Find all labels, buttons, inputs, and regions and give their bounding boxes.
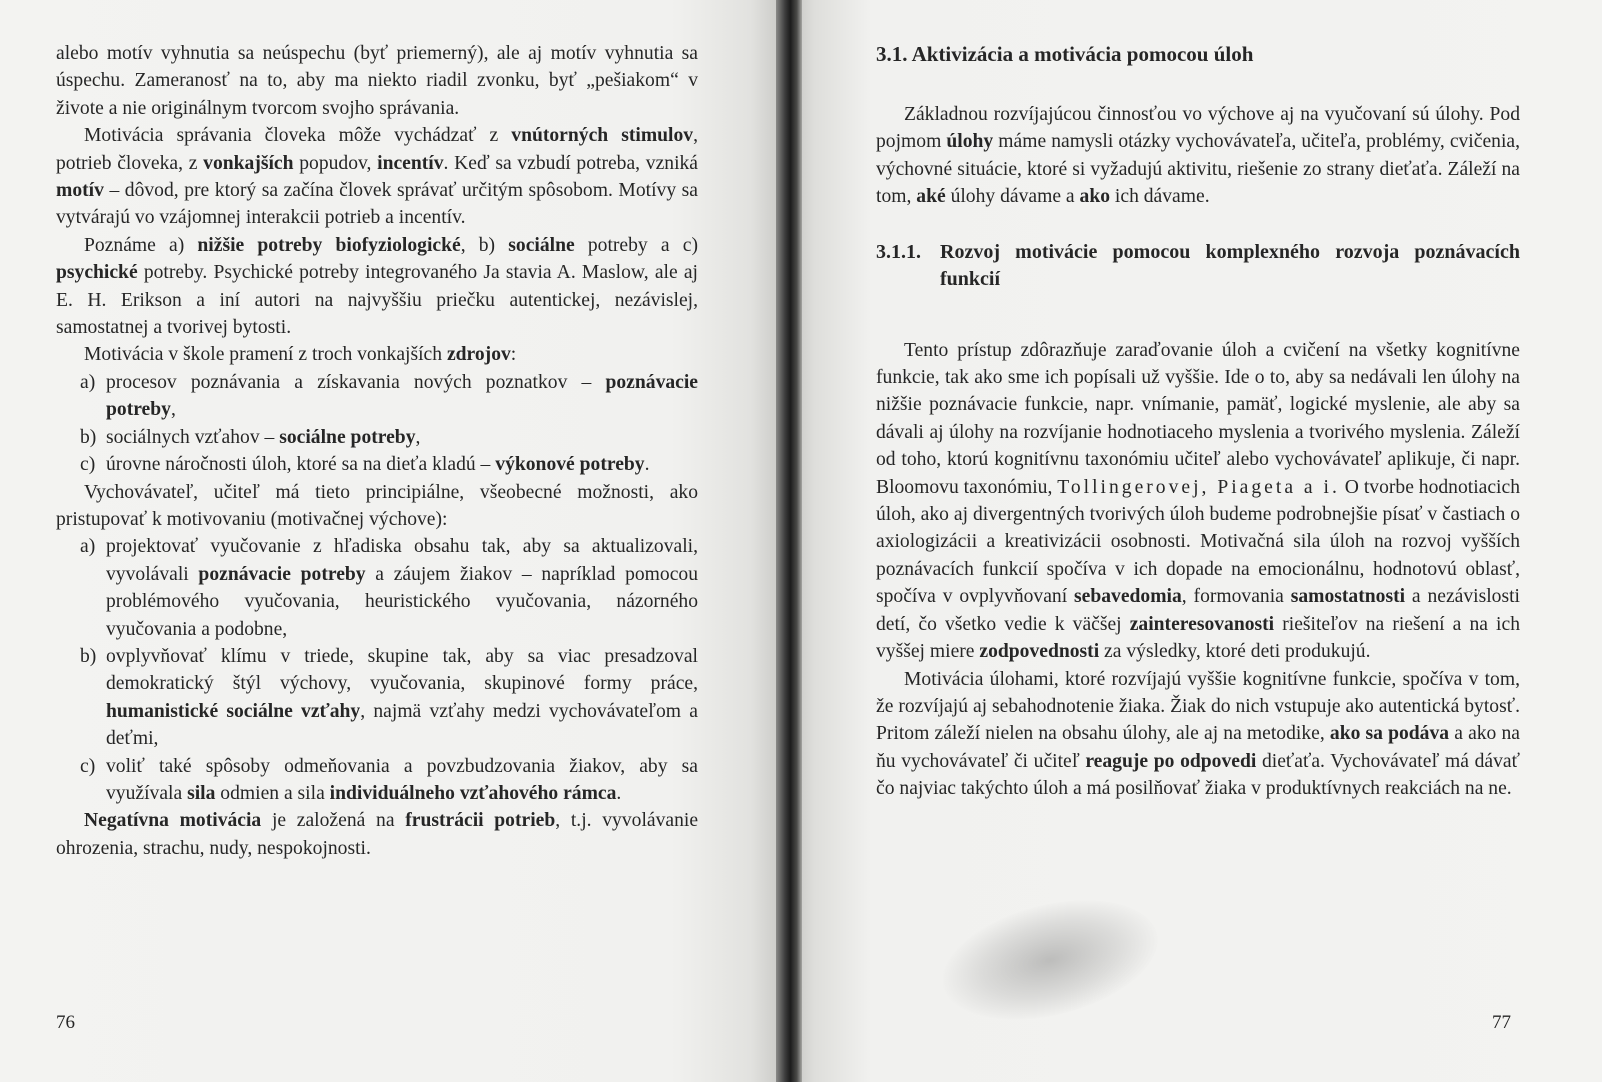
text: Motivácia správania človeka môže vychádzať z <box>84 125 512 147</box>
text: , potrieb človeka, z <box>56 125 698 174</box>
text: O tvorbe hodnotiacich úloh, ako aj divergentných tvorivých úloh budeme podrobnejšie písať v častiach o axiologizácii a kreativizácii osobnosti. Motivačná sila úloh na rozvoj vyšších poznávacích funkcií spočíva v ich dopade na emocionálnu, hodnotovú oblasť, spočíva v ovplyvňovaní <box>876 476 1520 608</box>
text: Základnou rozvíjajúcou činnosťou vo výchove aj na vyučovaní sú úlohy. Pod pojmom <box>876 104 1520 153</box>
bold-term: sebavedomia <box>1074 586 1182 608</box>
subsection-title: Rozvoj motivácie pomocou komplexného rozvoja poznávacích funkcií <box>940 240 1520 290</box>
paragraph <box>56 40 698 122</box>
paragraph <box>876 666 1520 803</box>
paragraph <box>876 101 1520 211</box>
text: sociálnych vzťahov – <box>106 426 280 448</box>
text: procesov poznávania a získavania nových poznatkov – <box>106 371 606 393</box>
bold-term: poznávacie potreby <box>198 563 366 585</box>
bold-term: sila <box>187 782 216 804</box>
text: Tento prístup zdôrazňuje zaraďovanie úloh a cvičení na všetky kognitívne funkcie, tak ako sme ich popísali už vyššie. Ide o to, aby sa nedávali len úlohy na nižšie poznávacie funkcie, napr. vnímanie, pamäť, logické myslenie, ale aby sa dávali aj úlohy na rozvíjanie hodnotiaceho myslenia a tvorivého myslenia. Záleží od toho, ktorú kognitívnu taxonómiu učiteľ alebo vychovávateľ aplikuje, či napr. Bloomovu taxonómiu, <box>876 339 1520 498</box>
section-number: 3.1. <box>876 42 908 66</box>
text: – dôvod, pre ktorý sa začína človek správať určitým spôsobom. Motívy sa vytvárajú vo vzájomnej interakcii potrieb a incentív. <box>56 180 698 229</box>
subsection-heading <box>876 239 1520 293</box>
bold-term: aké <box>916 186 946 208</box>
bold-term: frustrácii potrieb <box>405 810 556 832</box>
page-number: 77 <box>1492 1012 1511 1033</box>
subsection-number: 3.1.1. <box>876 240 921 263</box>
bold-term: sociálne <box>508 234 575 256</box>
bold-term: vonkajších <box>203 152 294 174</box>
text: . Keď sa vzbudí potreba, vzniká <box>443 152 699 174</box>
text: Vychovávateľ, učiteľ má tieto principiálne, všeobecné možnosti, ako pristupovať k motivovaniu (motivačnej výchove): <box>56 481 698 530</box>
text: a ako na ňu vychovávateľ či učiteľ <box>876 723 1520 772</box>
text: , b) <box>460 234 509 256</box>
paragraph <box>876 337 1520 666</box>
list-label: a) <box>80 371 96 393</box>
text: riešiteľov na riešení a na ich vyššej miere <box>876 613 1520 663</box>
bold-term: výkonové potreby <box>495 454 645 476</box>
list-item <box>56 369 698 424</box>
paragraph <box>56 479 698 534</box>
bold-term: humanistické sociálne vzťahy <box>106 700 361 722</box>
list-label: c) <box>80 454 96 476</box>
text: je založená na <box>261 810 406 832</box>
section-title: Aktivizácia a motivácia pomocou úloh <box>911 42 1254 66</box>
text: : <box>510 344 517 366</box>
bold-term: vnútorných stimulov <box>511 125 694 147</box>
paragraph <box>56 807 698 862</box>
bold-term: Negatívna motivácia <box>84 810 262 832</box>
text: , najmä vzťahy medzi vychovávateľom a deťmi, <box>106 700 698 750</box>
spaced-names: Tollingerovej, Piageta a i. <box>1057 476 1340 498</box>
bold-term: reaguje po odpovedi <box>1085 750 1257 772</box>
text: dieťaťa. Vychovávateľ má dávať čo najviac takýchto úloh a má posilňovať žiaka v produktívnych reakciách na ne. <box>876 750 1520 800</box>
list-item <box>56 643 698 753</box>
bold-term: zodpovednosti <box>979 641 1100 663</box>
left-page <box>0 0 790 1082</box>
bold-term: samostatnosti <box>1290 586 1406 608</box>
bold-term: ako sa podáva <box>1329 723 1450 745</box>
bold-term: zdrojov <box>446 344 511 366</box>
text: úlohy dávame a <box>945 186 1080 208</box>
bold-term: incentív <box>377 152 444 174</box>
text: máme namysli otázky vychovávateľa, učiteľa, problémy, cvičenia, výchovné situácie, ktoré si vyžadujú aktivitu, riešenie zo strany dieťaťa. Záleží na tom, <box>876 131 1520 208</box>
text: projektovať vyučovanie z hľadiska obsahu tak, aby sa aktualizovali, vyvolávali <box>106 536 698 585</box>
text: za výsledky, ktoré deti produkujú. <box>1099 641 1371 663</box>
text: a nezávislosti detí, čo všetko vedie k väčšej <box>876 586 1520 635</box>
text: , <box>170 399 176 421</box>
bold-term: psychické <box>56 262 138 284</box>
text: , formovania <box>1181 586 1291 608</box>
text: alebo motív vyhnutia sa neúspechu (byť priemerný), ale aj motív vyhnutia sa úspechu. Zameranosť na to, aby ma niekto riadil zvonku, byť „pešiakom“ v živote a nie originálnym tvorcom svojho správania. <box>56 43 698 119</box>
text: . <box>644 454 650 476</box>
list-item <box>56 424 698 451</box>
bold-term: poznávacie potreby <box>106 371 698 421</box>
text: odmien a sila <box>215 782 330 804</box>
list-label: b) <box>80 645 97 667</box>
bold-term: nižšie potreby biofyziologické <box>197 234 461 256</box>
bold-term: zainteresovanosti <box>1129 613 1275 635</box>
list-label: a) <box>80 536 96 558</box>
paragraph <box>56 122 698 232</box>
text: , t.j. vyvolávanie ohrozenia, strachu, nudy, nespokojnosti. <box>56 810 699 859</box>
text: úrovne náročnosti úloh, ktoré sa na dieťa kladú – <box>106 454 496 476</box>
text: voliť také spôsoby odmeňovania a povzbudzovania žiakov, aby sa využívala <box>106 755 698 804</box>
text: popudov, <box>293 152 378 174</box>
bold-term: sociálne potreby <box>279 426 416 448</box>
paragraph <box>56 341 698 368</box>
text: . <box>616 782 622 804</box>
page-number: 76 <box>56 1012 75 1033</box>
text: ich dávame. <box>1110 186 1210 208</box>
text: , <box>415 426 421 448</box>
book-gutter <box>776 0 802 1082</box>
paragraph <box>56 232 698 342</box>
bold-term: individuálneho vzťahového rámca <box>329 782 617 804</box>
text: Motivácia úlohami, ktoré rozvíjajú vyššie kognitívne funkcie, spočíva v tom, že rozvíjajú aj sebahodnotenie žiaka. Žiak do nich vstupuje ako autentická bytosť. Pritom záleží nielen na obsahu úlohy, ale aj na metodike, <box>876 668 1520 745</box>
list-label: c) <box>80 755 96 777</box>
list-label: b) <box>80 426 97 448</box>
list-item <box>56 533 698 643</box>
text: Motivácia v škole pramení z troch vonkajších <box>84 344 447 366</box>
list-item <box>56 451 698 478</box>
right-page-text <box>876 40 1520 803</box>
text: ovplyvňovať klímu v triede, skupine tak, aby sa viac presadzoval demokratický štýl výchovy, vyučovania, skupinové formy práce, <box>106 645 698 695</box>
bold-term: úlohy <box>946 131 994 153</box>
list-item <box>56 753 698 808</box>
bold-term: motív <box>56 180 104 202</box>
text: a záujem žiakov – napríklad pomocou problémového vyučovania, heuristického vyučovania, názorného vyučovania a podobne, <box>106 563 698 640</box>
text: Poznáme a) <box>84 234 198 256</box>
bold-term: ako <box>1079 186 1111 208</box>
text: potreby a c) <box>574 234 698 256</box>
text: potreby. Psychické potreby integrovaného Ja stavia A. Maslow, ale aj E. H. Erikson a iní autori na najvyššiu priečku autentickej, nezávislej, samostatnej a tvorivej bytosti. <box>56 262 698 339</box>
left-page-text <box>56 40 698 862</box>
section-heading <box>876 40 1520 68</box>
